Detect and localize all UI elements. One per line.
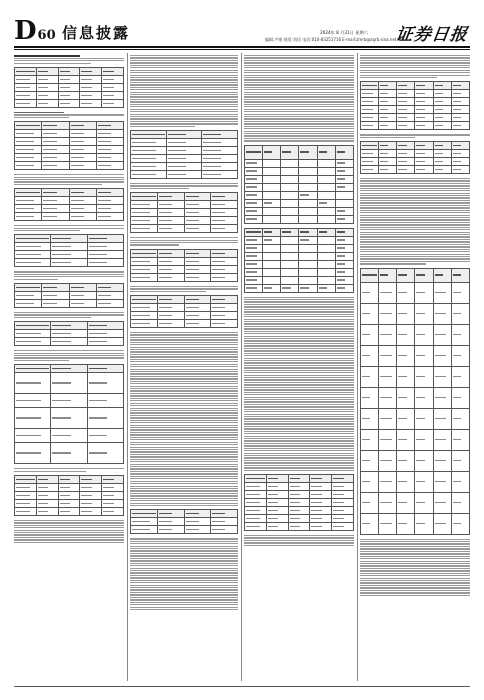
page-number-badge: [14, 18, 56, 44]
text-block: [244, 535, 354, 546]
text-block: [14, 225, 124, 231]
data-table: [130, 192, 238, 233]
column-2: [130, 53, 238, 681]
masthead: [0, 0, 484, 48]
text-block: [14, 271, 124, 280]
data-table: [14, 234, 124, 267]
data-table: [360, 81, 470, 130]
text-block: [130, 183, 238, 189]
data-table: [14, 67, 124, 108]
data-table: [130, 130, 238, 179]
data-table: [130, 509, 238, 534]
contact-line: 编辑:卢维 视觉:刘佳 电话:010-83251716 E-mail:zmrb@zqrb.sina.net: [265, 37, 397, 42]
column-4: [360, 53, 470, 681]
text-block: [14, 174, 124, 185]
text-block: [14, 312, 124, 318]
text-block: [360, 539, 470, 596]
text-block: [360, 134, 470, 138]
data-table: [14, 364, 124, 464]
column-divider: [241, 53, 242, 681]
column-3: [244, 53, 354, 681]
footer-rule: [14, 686, 470, 687]
data-table: [14, 283, 124, 308]
text-block: [360, 178, 470, 265]
text-block: [130, 332, 238, 506]
data-table: [130, 249, 238, 282]
date-line: 2024年 8 月31日 星期六: [320, 30, 368, 35]
text-block: [14, 520, 124, 543]
data-table: [360, 268, 470, 535]
text-block: [244, 55, 354, 142]
text-block: [14, 468, 124, 472]
page-number: 60: [37, 28, 56, 43]
data-table: [14, 475, 124, 516]
text-block: [130, 55, 238, 127]
text-block: [14, 55, 124, 64]
column-divider: [127, 53, 128, 681]
data-table: [130, 295, 238, 328]
masthead-rule: [14, 46, 470, 48]
data-table: [14, 121, 124, 170]
section-title: 信息披露: [62, 24, 131, 42]
text-block: [244, 297, 354, 471]
page-letter: D: [14, 16, 37, 46]
text-block: [130, 237, 238, 246]
column-divider: [357, 53, 358, 681]
text-block: [360, 55, 470, 78]
masthead-rule-thin: [14, 49, 470, 50]
newspaper-logo: 证券日报: [394, 25, 470, 45]
data-table: [244, 145, 354, 224]
text-block: [14, 112, 124, 118]
text-block: [14, 350, 124, 361]
text-block: [130, 286, 238, 292]
text-block: [130, 538, 238, 610]
data-table: [14, 188, 124, 221]
data-table: [360, 141, 470, 174]
data-table: [244, 228, 354, 293]
data-table: [14, 321, 124, 346]
data-table: [244, 474, 354, 531]
column-1: [14, 53, 124, 681]
